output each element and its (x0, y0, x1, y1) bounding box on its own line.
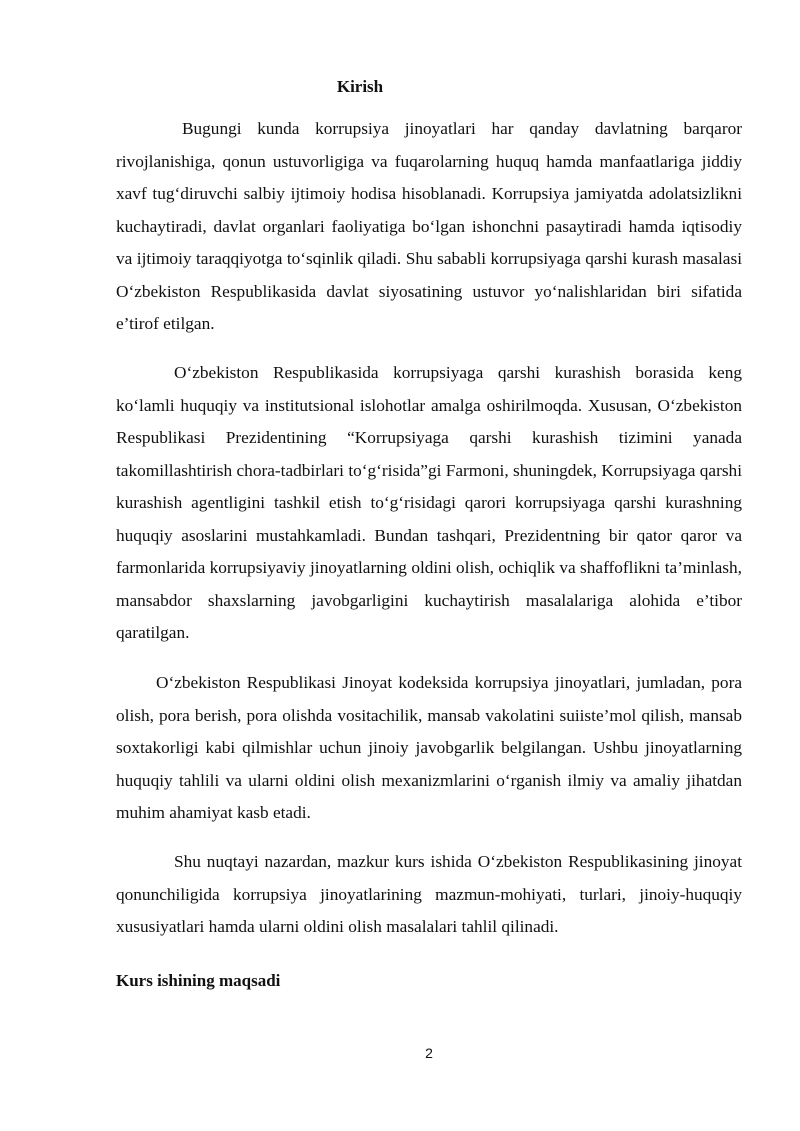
subsection-heading: Kurs ishining maqsadi (116, 971, 281, 990)
paragraph-4: Shu nuqtayi nazardan, mazkur kurs ishida O‘zbekiston Respublikasining jinoyat qonunchiligida korrupsiya jinoyatlarining mazmun-mohiyati, turlari, jinoiy-huquqiy xususiyatlari hamda ularni oldini olish masalalari tahlil qilinadi. (116, 852, 742, 936)
paragraph-2: O‘zbekiston Respublikasida korrupsiyaga qarshi kurashish borasida keng ko‘lamli huquqiy va institutsional islohotlar amalga oshirilmoqda. Xususan, O‘zbekiston Respublikasi Prezidentining “Korrupsiyaga qarshi kurashish tizimini yanada takomillashtirish chora-tadbirlari to‘g‘risida”gi Farmoni, shuningdek, Korrupsiyaga qarshi kurashish agentligini tashkil etish to‘g‘risidagi qarori korrupsiyaga qarshi kurashning huquqiy asoslarini mustahkamladi. Bundan tashqari, Prezidentning bir qator qaror va farmonlarida korrupsiyaviy jinoyatlarning oldini olish, ochiqlik va shaffoflikni ta’minlash, mansabdor shaxslarning javobgarligini kuchaytirish masalalariga alohida e’tibor qaratilgan. (116, 363, 742, 642)
section-heading: Kirish (336, 77, 384, 96)
paragraph-1: Bugungi kunda korrupsiya jinoyatlari har qanday davlatning barqaror rivojlanishiga, qonun ustuvorligiga va fuqarolarning huquq hamda manfaatlariga jiddiy xavf tug‘diruvchi salbiy ijtimoiy hodisa hisoblanadi. Korrupsiya jamiyatda adolatsizlikni kuchaytiradi, davlat organlari faoliyatiga bo‘lgan ishonchni pasaytiradi hamda iqtisodiy va ijtimoiy taraqqiyotga to‘sqinlik qiladi. Shu sababli korrupsiyaga qarshi kurash masalasi O‘zbekiston Respublikasida davlat siyosatining ustuvor yo‘nalishlaridan biri sifatida e’tirof etilgan. (116, 119, 742, 333)
page-number: 2 (425, 1045, 433, 1061)
paragraph-3: O‘zbekiston Respublikasi Jinoyat kodeksida korrupsiya jinoyatlari, jumladan, pora olish, pora berish, pora olishda vositachilik, mansab vakolatini suiiste’mol qilish, mansab soxtakorligi kabi qilmishlar uchun jinoiy javobgarlik belgilangan. Ushbu jinoyatlarning huquqiy tahlili va ularni oldini olish mexanizmlarini o‘rganish ilmiy va amaliy jihatdan muhim ahamiyat kasb etadi. (116, 673, 742, 822)
